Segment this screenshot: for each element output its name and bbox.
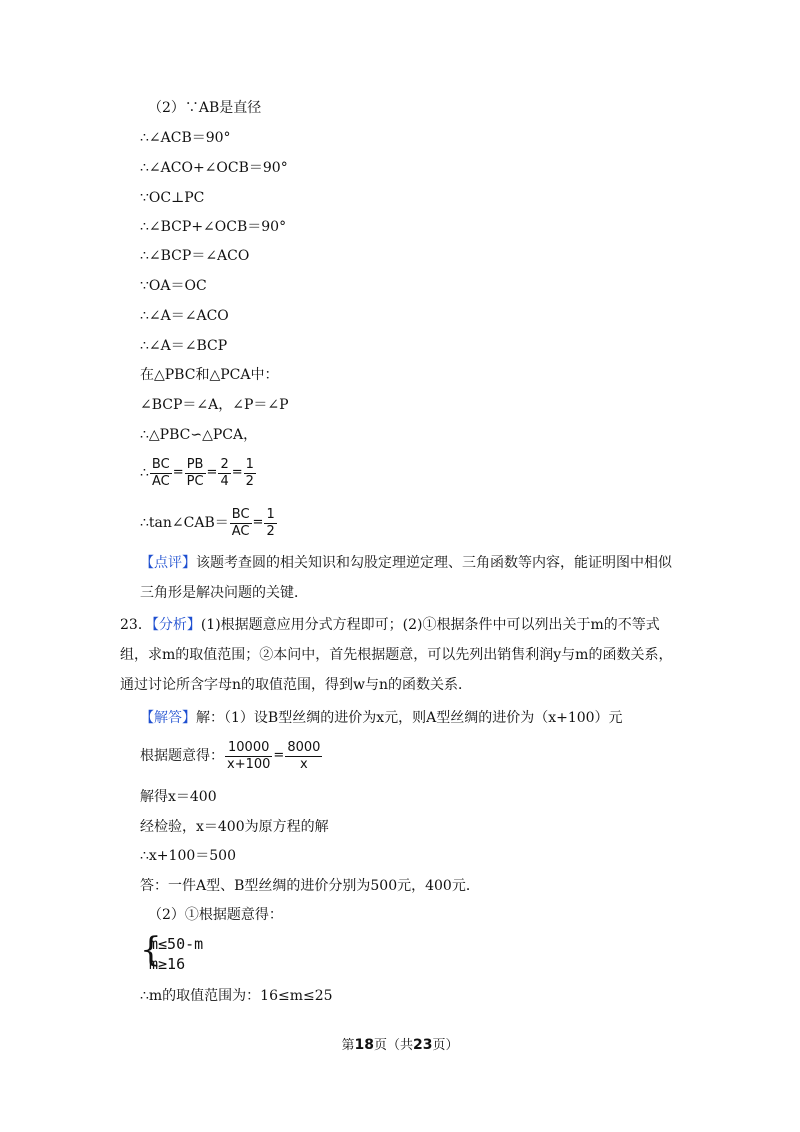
proof-line-5: ∴∠BCP+∠OCB＝90° — [140, 219, 287, 235]
ratio-line: ∴ $\frac{BC}{AC}$ = $\frac{PB}{PC}$ = $\frac{2}{4}$ = $\frac{1}{2}$ — [140, 456, 254, 489]
ratio-prefix: ∴ — [140, 465, 149, 481]
proof-line-10: 在△PBC和△PCA中： — [140, 367, 279, 383]
equation-right-fraction: $\frac{8000}{x}$ — [287, 739, 321, 772]
proof-line-6: ∴∠BCP＝∠ACO — [140, 248, 250, 264]
part2-line: （2）①根据题意得： — [148, 907, 283, 923]
proof-line-4: ∵OC⊥PC — [140, 190, 205, 206]
tan-fraction-bc-ac: $\frac{BC}{AC}$ — [231, 506, 250, 539]
proof-line-9: ∴∠A＝∠BCP — [140, 338, 228, 354]
solution-tag: 【解答】 — [140, 710, 196, 726]
tan-prefix: ∴tan∠CAB＝ — [140, 515, 229, 531]
comment-tag: 【点评】 — [140, 555, 196, 571]
tan-fraction-1-2: $\frac{1}{2}$ — [266, 506, 275, 539]
proof-line-8: ∴∠A＝∠ACO — [140, 308, 229, 324]
proof-line-7: ∵OA＝OC — [140, 278, 207, 294]
solve-line-1: 解得x＝400 — [140, 789, 217, 805]
analysis-paragraph — [120, 610, 680, 700]
solution-line — [140, 708, 623, 728]
proof-line-11: ∠BCP＝∠A，∠P＝∠P — [140, 397, 289, 413]
fraction-2-4: $\frac{2}{4}$ — [220, 456, 229, 489]
range-line: ∴m的取值范围为：16≤m≤25 — [140, 988, 333, 1004]
proof-line-1: （2）∵AB是直径 — [148, 100, 262, 116]
fraction-1-2: $\frac{1}{2}$ — [245, 456, 254, 489]
inequality-1: m≤50-m — [149, 935, 204, 953]
brace-icon: { — [140, 930, 162, 970]
analysis-tag: 【分析】 — [151, 617, 201, 633]
total-pages: 23 — [413, 1037, 433, 1053]
comment-paragraph — [140, 548, 680, 608]
proof-line-2: ∴∠ACB＝90° — [140, 130, 231, 146]
equation-prefix: 根据题意得： — [140, 748, 224, 764]
solution-text: 解：（1）设B型丝绸的进价为x元，则A型丝绸的进价为（x+100）元 — [196, 710, 623, 726]
comment-text: 该题考查圆的相关知识和勾股定理逆定理、三角函数等内容，能证明图中相似三角形是解决问题的关键． — [140, 555, 672, 601]
page-footer: 第18页（共23页） — [341, 1037, 459, 1053]
inequality-2: m≥16 — [149, 955, 186, 973]
fraction-pb-pc: $\frac{PB}{PC}$ — [186, 456, 204, 489]
equation-left-fraction: $\frac{10000}{x+100}$ — [227, 739, 271, 772]
fraction-bc-ac: $\frac{BC}{AC}$ — [151, 456, 170, 489]
solve-line-2: 经检验，x＝400为原方程的解 — [140, 819, 329, 835]
page-number: 18 — [354, 1037, 374, 1053]
solve-line-3: ∴x+100＝500 — [140, 848, 236, 864]
equation-line: 根据题意得： $\frac{10000}{x+100}$ = $\frac{8000}{x}$ — [140, 739, 321, 772]
answer-line: 答：一件A型、B型丝绸的进价分别为500元，400元． — [140, 878, 480, 894]
proof-line-3: ∴∠ACO+∠OCB＝90° — [140, 160, 288, 176]
tan-line: ∴tan∠CAB＝ $\frac{BC}{AC}$ = $\frac{1}{2}$ — [140, 506, 275, 539]
proof-line-12: ∴△PBC∽△PCA， — [140, 427, 258, 443]
analysis-text: (1)根据题意应用分式方程即可；(2)①根据条件中可以列出关于m的不等式组，求m的取值范围；②本问中，首先根据题意，可以先列出销售利润y与m的函数关系，通过讨论所含字母n的取值范围，得到w与n的函数关系． — [120, 617, 673, 693]
question-number: 23． — [120, 617, 152, 633]
